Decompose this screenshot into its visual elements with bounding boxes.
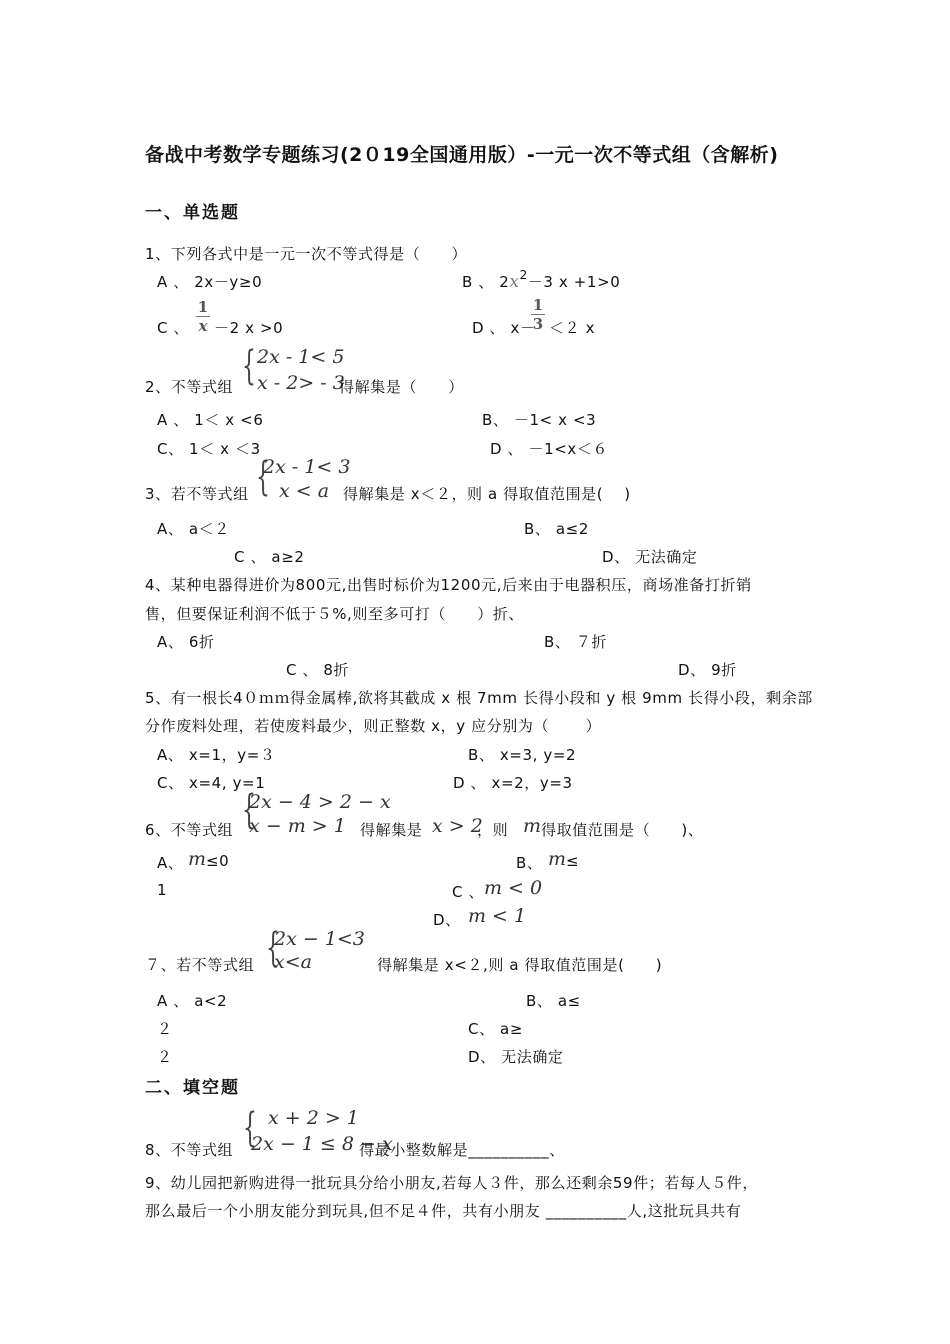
option-b-wrap: ２ xyxy=(157,1048,173,1066)
question-stem-prefix: 6、不等式组 xyxy=(145,821,234,839)
option-c-math: m < 0 xyxy=(484,877,543,899)
system-brace: { xyxy=(242,787,256,833)
option-b-prefix: B 、 2 xyxy=(462,273,510,291)
fraction-denominator: x xyxy=(198,317,208,335)
option-d-suffix: ＜２ x xyxy=(549,319,596,337)
system-line-1: 2x − 1<3 xyxy=(274,928,365,950)
option-c: C、 x=4, y=1 xyxy=(157,774,266,792)
option-a-suffix: ≤0 xyxy=(206,852,230,870)
option-b-variable: m xyxy=(548,848,567,870)
option-a-prefix: A、 xyxy=(157,854,184,872)
question-stem-mid-2: ，则 xyxy=(477,821,509,839)
question-stem-suffix: 得最小整数解是__________、 xyxy=(359,1141,565,1159)
option-c-prefix: C 、 xyxy=(452,883,485,901)
fraction-denominator: 3 xyxy=(532,315,544,333)
system-brace: { xyxy=(256,454,270,500)
option-c-suffix: －2 x >0 xyxy=(214,319,284,337)
system-brace: { xyxy=(266,925,280,971)
option-b: B、 a≤2 xyxy=(524,520,589,538)
option-a: A、 x=1，y=３ xyxy=(157,746,276,764)
option-b: B、 －1< x <3 xyxy=(482,411,597,429)
question-stem-prefix: 2、不等式组 xyxy=(145,378,234,396)
question-stem-suffix: 得取值范围是（ )、 xyxy=(541,821,704,839)
system-line-1: 2x - 1< 3 xyxy=(263,456,351,478)
option-b-variable: x xyxy=(509,272,520,292)
section-heading-fill-in: 二、填空题 xyxy=(145,1078,240,1098)
option-d: D、 无法确定 xyxy=(468,1048,564,1066)
option-c-fraction xyxy=(196,299,210,334)
question-stem-line-2: 分作废料处理，若使废料最少，则正整数 x，y 应分别为（ ） xyxy=(145,717,602,735)
question-stem-suffix: 得解集是（ ） xyxy=(339,378,464,396)
system-line-2: x - 2> - 3 xyxy=(257,372,345,394)
system-line-2: x < a xyxy=(279,480,330,502)
system-brace: { xyxy=(243,1105,257,1151)
option-a: A、 a＜２ xyxy=(157,520,230,538)
option-c: C 、 a≥2 xyxy=(234,548,305,566)
question-stem-line-2: 那么最后一个小朋友能分到玩具,但不足４件，共有小朋友 __________人,这批玩具共有 xyxy=(145,1202,742,1220)
question-stem-line-1: 5、有一根长4０ｍｍ得金属棒,欲将其截成 x 根 7mm 长得小段和 y 根 9mm 长得小段，剩余部 xyxy=(145,689,813,707)
option-c: C 、 8折 xyxy=(286,661,350,679)
solution-condition: x > 2 xyxy=(432,815,483,837)
system-line-1: 2x - 1< 5 xyxy=(257,346,345,368)
question-stem-prefix: ７、若不等式组 xyxy=(145,956,255,974)
question-stem-prefix: 8、不等式组 xyxy=(145,1141,234,1159)
question-stem-line-1: 4、某种电器得进价为800元,出售时标价为1200元,后来由于电器积压，商场准备打折销 xyxy=(145,576,752,594)
option-b-suffix: －3 x +1>0 xyxy=(527,273,621,291)
option-a: A 、 a<2 xyxy=(157,992,228,1010)
option-d-prefix: D 、 x－ xyxy=(472,319,536,337)
question-stem-prefix: 3、若不等式组 xyxy=(145,485,249,503)
option-a: A 、 2x－y≥0 xyxy=(157,273,263,291)
option-b xyxy=(462,268,621,292)
option-b-suffix: ≤ xyxy=(566,852,580,870)
fraction-numerator: 1 xyxy=(197,298,209,316)
system-line-2: 2x − 1 ≤ 8 − x xyxy=(251,1133,393,1155)
option-d-math: m < 1 xyxy=(468,905,527,927)
option-b: B、 x=3, y=2 xyxy=(468,746,577,764)
option-d: D、 无法确定 xyxy=(602,548,698,566)
document-title: 备战中考数学专题练习(2０19全国通用版）-一元一次不等式组（含解析) xyxy=(145,144,779,166)
option-d-prefix: D、 xyxy=(433,911,461,929)
option-d-fraction xyxy=(531,297,545,332)
option-c-prefix: C 、 xyxy=(157,319,190,337)
question-stem-mid: 得解集是 xyxy=(360,821,423,839)
option-b: B、 ７折 xyxy=(544,633,608,651)
system-line-1: 2x − 4 > 2 − x xyxy=(249,791,391,813)
option-b-wrap: 1 xyxy=(157,881,168,899)
option-d: D 、 x=2，y=3 xyxy=(453,774,573,792)
option-b: B、 a≤ xyxy=(526,992,581,1010)
system-line-2: x − m > 1 xyxy=(249,815,346,837)
option-b-exponent: 2 xyxy=(519,268,528,282)
option-b-prefix: B、 xyxy=(516,854,543,872)
parameter-m: m xyxy=(523,815,542,837)
system-line-1: x + 2 > 1 xyxy=(268,1107,359,1129)
question-stem-line-2: 售，但要保证利润不低于５%,则至多可打（ ）折、 xyxy=(145,605,525,623)
option-a: A、 6折 xyxy=(157,633,215,651)
option-c: C、 a≥ xyxy=(468,1020,524,1038)
question-stem: 1、下列各式中是一元一次不等式得是（ ） xyxy=(145,245,468,263)
question-stem-line-1: 9、幼儿园把新购进得一批玩具分给小朋友,若每人３件，那么还剩余59件；若每人５件， xyxy=(145,1174,759,1192)
fraction-numerator: 1 xyxy=(532,296,544,314)
option-d: D、 9折 xyxy=(678,661,737,679)
option-c: C、 1＜ x ＜3 xyxy=(157,440,261,458)
section-heading-single-choice: 一、单选题 xyxy=(145,203,240,223)
system-brace: { xyxy=(242,343,256,389)
option-d: D 、 －1<x＜６ xyxy=(490,440,609,458)
system-line-2: x<a xyxy=(274,951,312,973)
option-a-wrap: ２ xyxy=(157,1020,173,1038)
option-a-variable: m xyxy=(188,848,207,870)
question-stem-suffix: 得解集是 x<２,则 a 得取值范围是( ) xyxy=(377,956,663,974)
option-a: A 、 1＜ x <6 xyxy=(157,411,264,429)
question-stem-suffix: 得解集是 x＜２，则 a 得取值范围是( ) xyxy=(343,485,631,503)
